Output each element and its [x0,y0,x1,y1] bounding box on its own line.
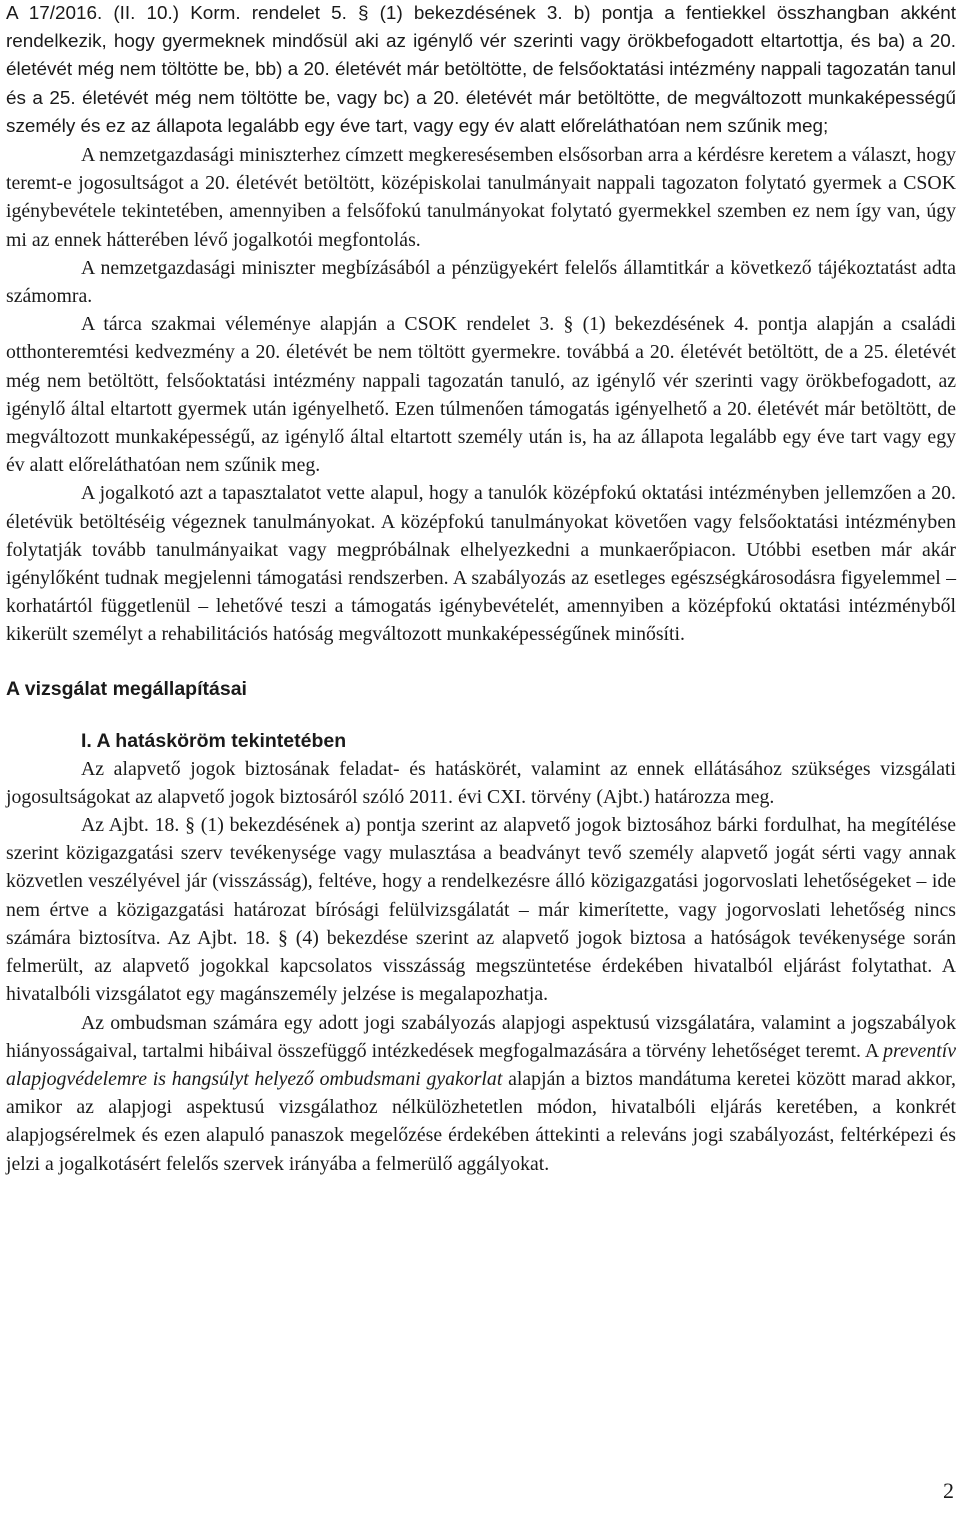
paragraph-ombudsman-scope [6,1009,956,1178]
paragraph-regulation: A 17/2016. (II. 10.) Korm. rendelet 5. § (1) bekezdésének 3. b) pontja a fentiekkel összhangban akként rendelkezik, hogy gyermeknek mindősül aki az igénylő vér szerinti vagy örökbefogadott eltartottja, és ba) a 20. életévét még nem töltötte be, bb) a 20. életévét már betöltötte, de felsőoktatási intézmény nappali tagozatán tanul és a 25. életévét még nem töltötte be, vagy bc) a 20. életévét már betöltötte, de megváltozott munkaképességű személy és ez az állapota legalább egy éve tart, vagy egy év alatt előreláthatóan nem szűnik meg; [6,3,956,137]
ombudsman-text-end: alapján a biztos mandátuma keretei között marad akkor, amikor az alapjogi aspektusú vizsgálathoz nélkülözhetetlen módon, hivatalbóli eljárás keretében, a konkrét alapjogsérelmek és ezen alapuló panaszok megelőzése érdekében áttekinti a releváns jogi szabályozást, feltérképezi és jelzi a jogalkotásért felelős szervek irányába a felmerülő aggályokat. [6,1067,957,1175]
paragraph-inquiry: A nemzetgazdasági miniszterhez címzett megkeresésemben elsősorban arra a kérdésre keretem a választ, hogy teremt-e jogosultságot a 20. életévét betöltött, középiskolai tanulmányait nappali tagozaton folytató gyermek a CSOK igénybevétele tekintetében, amennyiben a felsőfokú tanulmányokat folytató gyermekkel szemben ez nem így van, úgy mi az ennek hátterében lévő jogalkotói megfontolás. [6,144,956,251]
page-number: 2 [943,1478,954,1503]
ombudsman-italic-phrase: preventív alapjogvédelemre is hangsúlyt helyező ombudsmani gyakorlat [6,1039,956,1090]
paragraph-competence-law: Az alapvető jogok biztosának feladat- és hatáskörét, valamint az ennek ellátásához szükséges vizsgálati jogosultságokat az alapvető jogok biztosáról szóló 2011. évi CXI. törvény (Ajbt.) határozza meg. [6,757,956,808]
paragraph-ajbt-section-18: Az Ajbt. 18. § (1) bekezdésének a) pontja szerint az alapvető jogok biztosához bárki fordulhat, ha megítélése szerint közigazgatási szerv tevékenysége vagy mulasztása a beadványt tevő személy alapvető jogát sérti vagy annak közvetlen veszélyével jár (visszásság), feltéve, hogy a rendelkezésre álló közigazgatási jogorvoslati lehetőségeket – ide nem értve a közigazgatási határozat bírósági felülvizsgálatát – már kimerítette, vagy jogorvoslati lehetőség nincs számára biztosítva. Az Ajbt. 18. § (4) bekezdése szerint az alapvető jogok biztosa a hatóságok tevékenysége során felmerült, az alapvető jogokkal kapcsolatos visszásság megszüntetése érdekében hivatalból eljárást folytathat. A hivatalbóli vizsgálatot egy magánszemély jelzése is megalapozhatja. [6,814,956,1006]
subsection-heading-competence: I. A hatásköröm tekintetében [81,729,347,752]
paragraph-response-intro: A nemzetgazdasági miniszter megbízásából a pénzügyekért felelős államtitkár a következő tájékoztatást adta számomra. [6,256,956,308]
document-page [6,0,956,1178]
paragraph-ministry-opinion: A tárca szakmai véleménye alapján a CSOK rendelet 3. § (1) bekezdésének 4. pontja alapján a családi otthonteremtési kedvezmény a 20. életévét be nem töltött gyermekre. továbbá a 20. életévét betöltött, de a 25. életévét még nem betöltött, felsőoktatási intézmény nappali tagozatán tanuló, az igénylő vér szerinti vagy örökbefogadott, az igénylő által eltartott gyermek után igényelhető. Ezen túlmenően támogatás igényelhető a 20. életévét már betöltött, de megváltozott munkaképességű, az igénylő által eltartott személy után is, ha az állapota legalább egy éve tart vagy egy év alatt előreláthatóan nem szűnik meg. [6,313,956,477]
paragraph-legislator-rationale: A jogalkotó azt a tapasztalatot vette alapul, hogy a tanulók középfokú oktatási intézményben jellemzően a 20. életévük betöltéséig végeznek tanulmányokat. A középfokú tanulmányokat követően vagy felsőoktatási intézményben folytatják tovább tanulmányaikat vagy megpróbálnak elhelyezkedni a munkaerőpiacon. Utóbbi esetben már akár igénylőként tudnak megjelenni támogatási rendszerben. A szabályozás az esetleges egészségkárosodásra figyelemmel – korhatártól függetlenül – lehetővé teszi a támogatás igénybevételét, amennyiben a középfokú oktatási intézményből kikerült személyt a rehabilitációs hatóság megváltozott munkaképességűnek minősíti. [6,482,956,646]
section-heading-findings: A vizsgálat megállapításai [6,677,247,700]
ombudsman-text-start: Az ombudsman számára egy adott jogi szabályozás alapjogi aspektusú vizsgálatára, valamint a jogszabályok hiányosságaival, tartalmi hibáival összefüggő intézkedések megfogalmazására a törvény lehetőséget teremt. A [6,1011,956,1062]
